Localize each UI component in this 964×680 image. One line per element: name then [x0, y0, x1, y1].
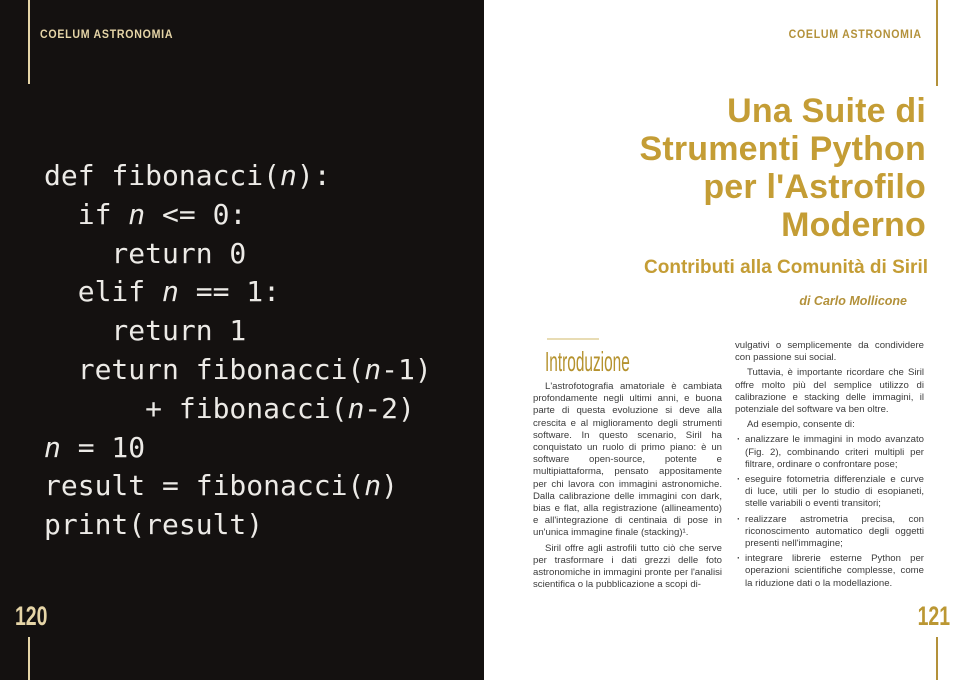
code-line: def fibonacci(n):: [44, 159, 331, 192]
body-column-1: [533, 381, 722, 594]
code-line: print(result): [44, 508, 264, 542]
article-title: [496, 92, 926, 244]
right-page-number: 121: [917, 601, 950, 631]
right-top-rule: [936, 0, 938, 86]
title-line: per l'Astrofilo: [703, 168, 926, 206]
bullet-item: · integrare librerie esterne Python per operazioni scientifiche complesse, come la riduzione dati o la modellazione.: [735, 553, 924, 590]
left-page-header: COELUM ASTRONOMIA: [40, 29, 174, 41]
left-top-rule: [28, 0, 30, 84]
section-rule: [547, 338, 599, 340]
code-line: result = fibonacci(n): [44, 469, 399, 503]
title-line: Strumenti Python: [639, 130, 926, 168]
code-block: [44, 157, 432, 545]
left-page-number: 120: [15, 601, 48, 631]
right-page: [484, 0, 964, 680]
bullet-item: · analizzare le immagini in modo avanzato (Fig. 2), combinando criteri multipli per filtrare, ordinare o confrontare pose;: [735, 434, 924, 471]
code-line: n = 10: [44, 430, 146, 464]
code-line: return 0: [44, 236, 247, 270]
paragraph: Siril offre agli astrofili tutto ciò che serve per trasformare i dati grezzi delle foto astronomiche in immagini pronte per l'analisi scientifica o la pubblicazione a scopi di-: [533, 542, 722, 591]
section-heading: Introduzione: [545, 346, 630, 377]
article-byline: di Carlo Mollicone: [799, 294, 907, 308]
body-column-2: [735, 340, 924, 593]
code-line: + fibonacci(n-2): [44, 391, 415, 425]
paragraph: L'astrofotografia amatoriale è cambiata profondamente negli ultimi anni, e buona parte di questa evoluzione si deve alla crescita e al miglioramento degli strumenti software. In questo scenario, Siril ha conquistato un ruolo di primo piano: è un software open-source, potente e multipiattaforma, pensato appositamente per chi lavora con immagini astronomiche. Dalla calibrazione delle immagini con dark, bias e flat, alla registrazione (allineamento) e all'integrazione di centinaia di pose in un'unica immagine finale (stacking)¹.: [533, 381, 722, 539]
left-bottom-rule: [28, 637, 30, 680]
code-line: return 1: [44, 314, 247, 348]
paragraph: vulgativi o semplicemente da condividere con passione sui social.: [735, 340, 924, 364]
bullet-item: · realizzare astrometria precisa, con riconoscimento automatico degli oggetti presenti nell'immagine;: [735, 514, 924, 551]
code-line: if n <= 0:: [44, 197, 247, 231]
right-page-header: COELUM ASTRONOMIA: [788, 29, 922, 41]
paragraph: Ad esempio, consente di:: [747, 419, 855, 431]
paragraph: Tuttavia, è importante ricordare che Siril offre molto più del semplice utilizzo di calibrazione e stacking delle immagini, il potenziale del software va ben oltre.: [735, 367, 924, 416]
code-line: elif n == 1:: [44, 275, 281, 309]
title-line: Una Suite di: [727, 92, 926, 130]
article-subtitle: Contributi alla Comunità di Siril: [644, 257, 928, 278]
title-line: Moderno: [781, 206, 926, 244]
right-bottom-rule: [936, 637, 938, 680]
bullet-item: · eseguire fotometria differenziale e curve di luce, utili per lo studio di esopianeti, stelle variabili o eventi transitori;: [735, 474, 924, 511]
code-line: return fibonacci(n-1): [44, 352, 432, 386]
